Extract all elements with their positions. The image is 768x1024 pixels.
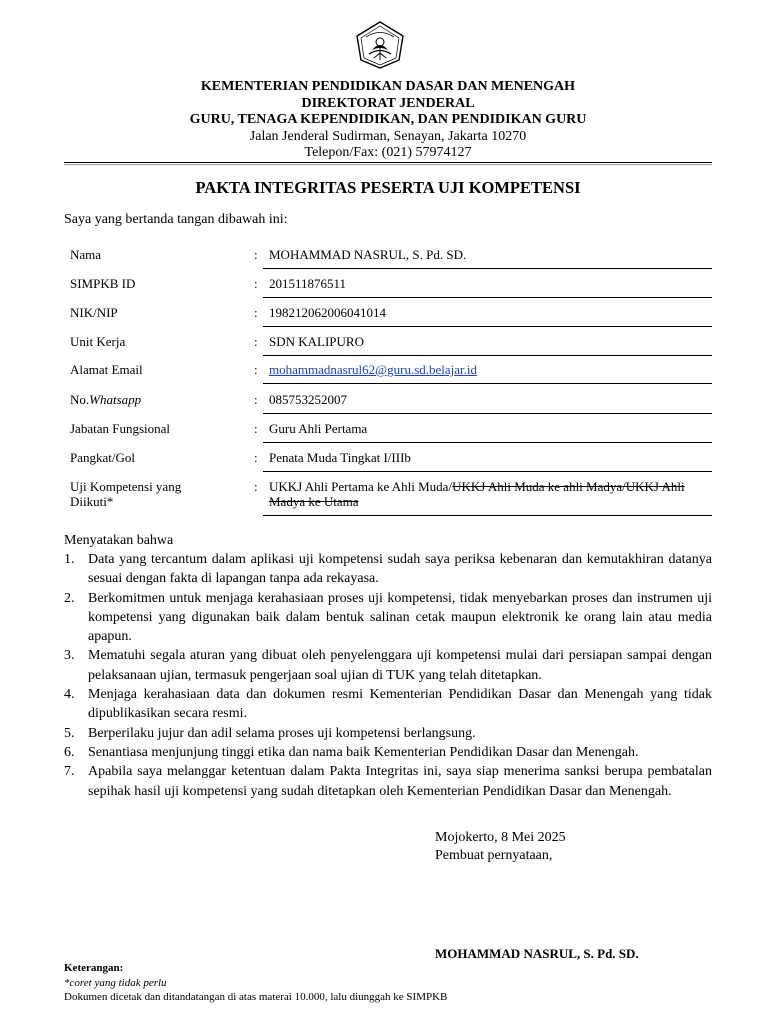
intro-text: Saya yang bertanda tangan dibawah ini: [64, 212, 288, 227]
field-value-nik: 198212062006041014 [269, 305, 386, 320]
directorate-subtitle: GURU, TENAGA KEPENDIDIKAN, DAN PENDIDIKAN GURU [189, 112, 587, 127]
field-underline [263, 442, 712, 443]
list-text: Mematuhi segala aturan yang dibuat oleh penyelenggara uji kompetensi mulai dari persiapan sampai dengan pelaksanaan ujian, termasuk pengerjaan soal ujian di TUK yang telah ditetapkan. [88, 648, 712, 683]
field-colon: : [254, 362, 258, 377]
list-number: 2. [64, 590, 75, 606]
list-item [64, 550, 712, 589]
email-link[interactable]: mohammadnasrul62@guru.sd.belajar.id [269, 362, 478, 377]
notes-line-upload: Dokumen dicetak dan ditandatangan di atas materai 10.000, lalu diunggah ke SIMPKB [64, 991, 448, 1003]
field-underline [263, 355, 712, 356]
declaration-intro: Menyatakan bahwa [64, 533, 174, 548]
field-underline [263, 515, 712, 516]
field-label: Alamat Email [70, 362, 143, 377]
field-value-uji-kompetensi [269, 479, 712, 509]
phone-fax: Telepon/Fax: (021) 57974127 [304, 145, 472, 160]
header-divider-thin [64, 164, 712, 165]
field-label: SIMPKB ID [70, 276, 136, 291]
field-value-simpkb: 201511876511 [269, 276, 347, 291]
list-item [64, 762, 712, 801]
directorate-name: DIREKTORAT JENDERAL [301, 95, 475, 111]
field-underline [263, 326, 712, 327]
struck-options: UKKJ Ahli Muda ke ahli Madya/UKKJ Ahli Madya ke Utama [269, 479, 685, 509]
field-underline [263, 383, 712, 384]
list-text: Apabila saya melanggar ketentuan dalam Pakta Integritas ini, saya siap menerima sanksi berupa pembatalan sepihak hasil uji kompetensi yang sudah ditetapkan oleh Kementerian Pendidikan Dasar dan Menengah. [88, 764, 712, 799]
list-item [64, 646, 712, 685]
list-text: Menjaga kerahasiaan data dan dokumen resmi Kementerian Pendidikan Dasar dan Menengah yang tidak dipublikasikan secara resmi. [88, 687, 712, 722]
field-label: NIK/NIP [70, 305, 118, 320]
list-number: 6. [64, 744, 75, 760]
place-date: Mojokerto, 8 Mei 2025 [435, 830, 566, 845]
field-label-italic: Whatsapp [89, 392, 142, 407]
list-text: Berperilaku jujur dan adil selama proses uji kompetensi berlangsung. [88, 725, 476, 741]
field-colon: : [254, 450, 258, 465]
field-label: Unit Kerja [70, 334, 126, 349]
letterhead [64, 79, 712, 162]
field-underline [263, 471, 712, 472]
field-label-prefix: No. [70, 392, 90, 407]
signer-role: Pembuat pernyataan, [435, 848, 553, 863]
field-value-unit-kerja: SDN KALIPURO [269, 334, 364, 349]
list-number: 1. [64, 552, 75, 567]
signer-name: MOHAMMAD NASRUL, S. Pd. SD. [435, 946, 639, 961]
field-value-whatsapp: 085753252007 [269, 392, 347, 407]
signature-block [435, 829, 566, 865]
declaration-list [64, 550, 712, 801]
field-underline [263, 268, 712, 269]
footnote-mark: * [106, 494, 114, 509]
field-colon: : [254, 479, 258, 494]
field-label [70, 479, 220, 509]
field-label: Nama [70, 247, 102, 262]
notes-heading: Keterangan: [64, 962, 124, 974]
list-number: 7. [64, 764, 75, 780]
field-label: Jabatan Fungsional [70, 421, 171, 436]
notes [64, 961, 447, 1005]
list-number: 5. [64, 725, 75, 741]
list-text: Data yang tercantum dalam aplikasi uji kompetensi sudah saya periksa kebenaran dan kemutakhiran datanya sesuai dengan fakta di lapangan tanpa ada rekayasa. [88, 552, 712, 587]
list-text: Senantiasa menjunjung tinggi etika dan nama baik Kementerian Pendidikan Dasar dan Menengah. [88, 744, 639, 760]
list-item [64, 685, 712, 724]
tut-wuri-handayani-emblem-icon [352, 20, 408, 70]
document-title: PAKTA INTEGRITAS PESERTA UJI KOMPETENSI [195, 178, 581, 197]
field-colon: : [254, 392, 258, 407]
field-colon: : [254, 421, 258, 436]
field-value-jabatan: Guru Ahli Pertama [269, 421, 368, 436]
address: Jalan Jenderal Sudirman, Senayan, Jakarta 10270 [249, 128, 527, 144]
field-value-email [269, 362, 712, 377]
field-value-nama: MOHAMMAD NASRUL, S. Pd. SD. [269, 247, 467, 262]
selected-option: UKKJ Ahli Pertama ke Ahli Muda/ [269, 479, 453, 494]
list-item [64, 743, 712, 762]
field-underline [263, 413, 712, 414]
field-colon: : [254, 276, 258, 291]
field-colon: : [254, 305, 258, 320]
list-number: 3. [64, 648, 75, 664]
list-item [64, 724, 712, 743]
field-label [70, 392, 250, 407]
field-value-pangkat: Penata Muda Tingkat I/IIIb [269, 450, 411, 465]
ministry-name: KEMENTERIAN PENDIDIKAN DASAR DAN MENENGAH [200, 79, 576, 94]
header-divider [64, 162, 712, 163]
notes-line-strike: *coret yang tidak perlu [64, 976, 167, 989]
field-label-text: Uji Kompetensi yang Diikuti [70, 479, 182, 509]
list-number: 4. [64, 687, 75, 703]
field-colon: : [254, 247, 258, 262]
field-colon: : [254, 334, 258, 349]
list-item [64, 589, 712, 647]
field-label: Pangkat/Gol [70, 450, 135, 465]
field-underline [263, 297, 712, 298]
list-text: Berkomitmen untuk menjaga kerahasiaan proses uji kompetensi, tidak menyebarkan proses dan instrumen uji kompetensi yang digunakan baik dalam bentuk salinan cetak maupun elektronik ke orang lain atau media apapun. [88, 590, 712, 645]
